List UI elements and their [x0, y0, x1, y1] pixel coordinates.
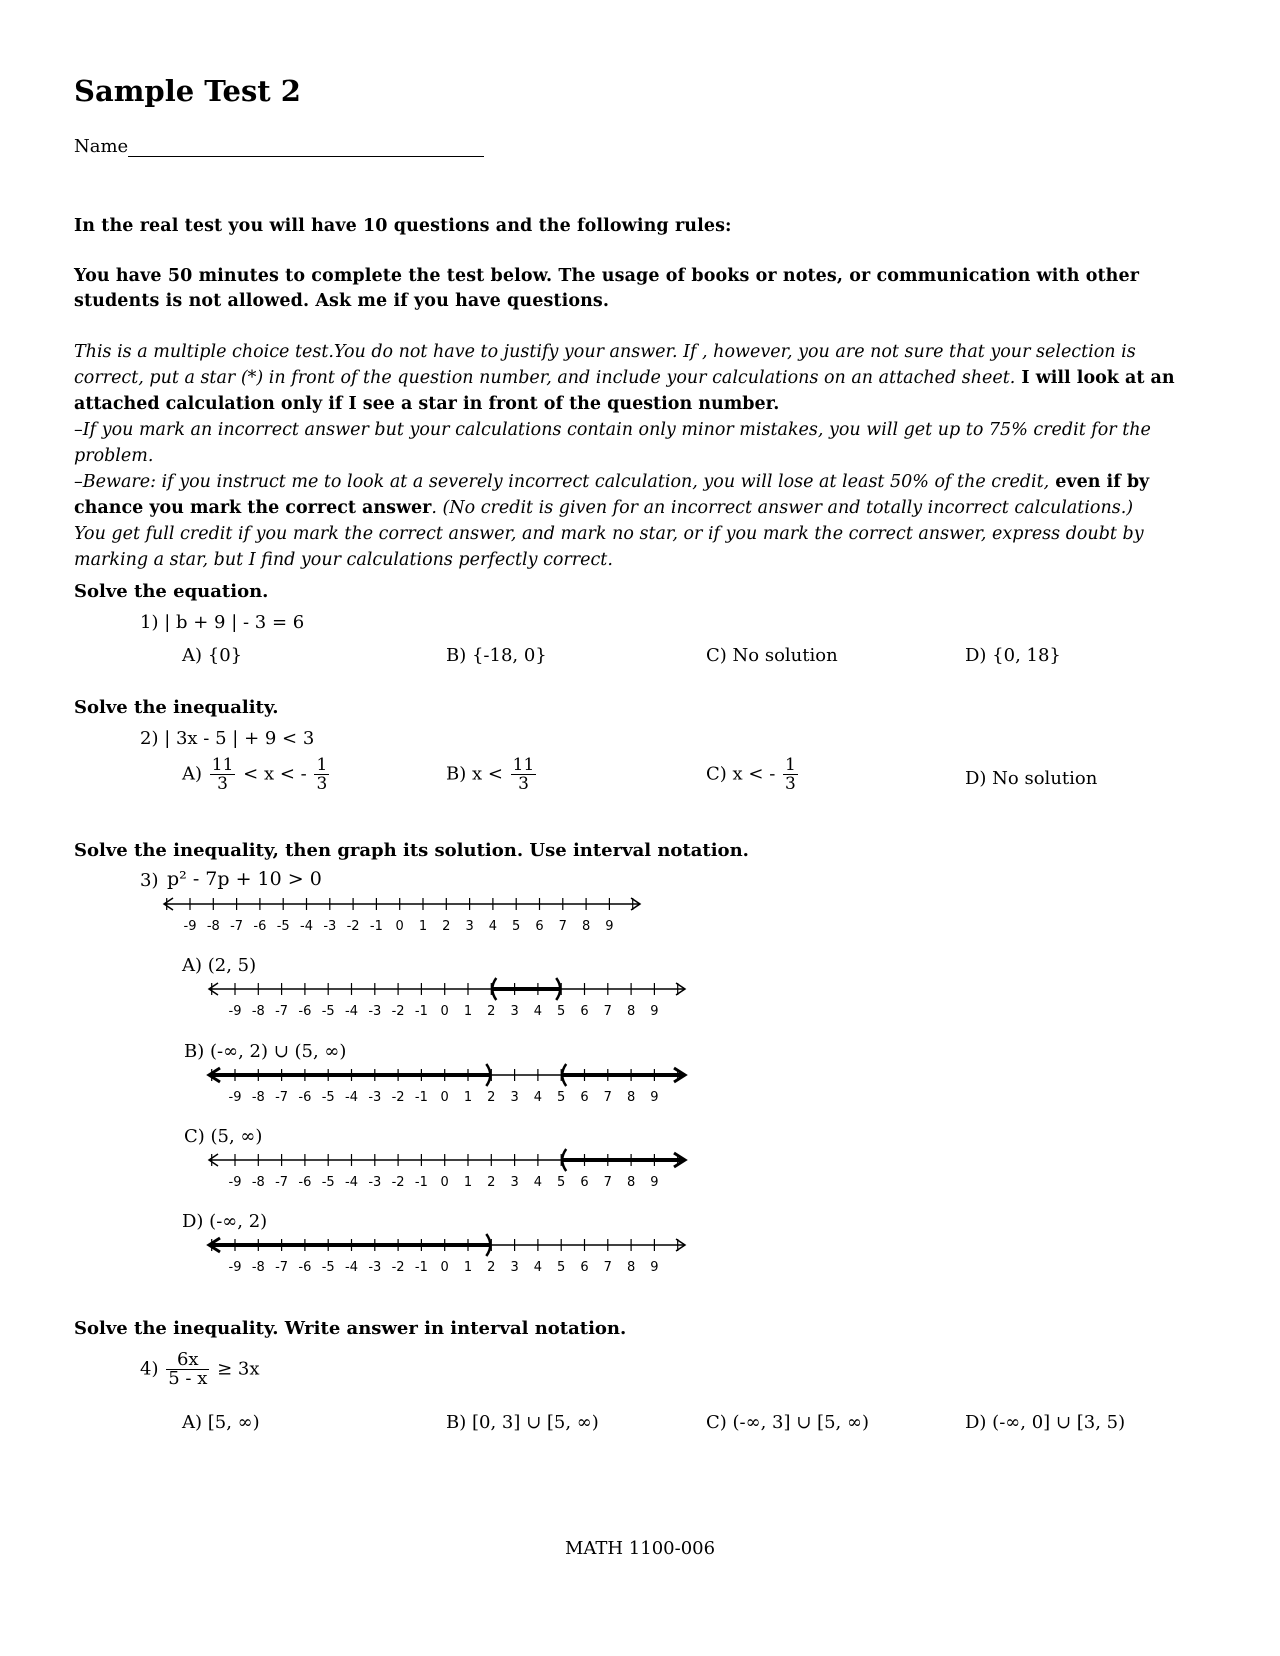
tick-label: -3: [368, 1175, 382, 1190]
tick-label: -5: [321, 1090, 335, 1105]
tick-label: 2: [487, 1260, 496, 1275]
q2-c-fraction: [783, 756, 798, 793]
tick-label: 5: [512, 919, 521, 934]
q3-choice-c-number-line: [205, 1148, 705, 1194]
tick-label: 4: [488, 919, 498, 934]
q3-choice-b-label: B) (-∞, 2) ∪ (5, ∞): [184, 1041, 347, 1062]
tick-label: -5: [276, 919, 290, 934]
tick-label: -4: [345, 1260, 358, 1275]
tick-label: 5: [557, 1090, 566, 1105]
tick-label: -2: [346, 919, 360, 934]
tick-label: 1: [418, 919, 428, 934]
tick-label: -6: [253, 919, 267, 934]
rules-p3-italic: –Beware: if you instruct me to look at a severely incorrect calculation, you will lose at least 50% of the credit,: [74, 472, 1050, 492]
tick-label: 3: [510, 1090, 519, 1105]
tick-label: 4: [533, 1260, 543, 1275]
tick-label: 0: [440, 1004, 449, 1019]
tick-label: -8: [251, 1175, 265, 1190]
q2-choice-d: D) No solution: [965, 768, 1098, 789]
tick-label: -2: [391, 1175, 405, 1190]
rules-block: [74, 339, 1194, 573]
tick-label: -3: [368, 1090, 382, 1105]
tick-label: 5: [557, 1004, 566, 1019]
tick-label: 1: [463, 1004, 473, 1019]
tick-label: -9: [183, 919, 197, 934]
q1-choice-b: B) {-18, 0}: [446, 645, 547, 666]
q2-a-frac2-den: 3: [316, 774, 328, 794]
tick-label: -7: [275, 1175, 289, 1190]
tick-label: 6: [580, 1090, 589, 1105]
tick-label: -8: [251, 1090, 265, 1105]
tick-label: -2: [391, 1260, 405, 1275]
q3-choice-d-number-line: [205, 1233, 705, 1279]
tick-label: 9: [650, 1090, 659, 1105]
q2-b-frac-num: 11: [512, 755, 535, 775]
tick-label: 2: [487, 1004, 496, 1019]
tick-label: 6: [580, 1175, 589, 1190]
tick-label: 8: [626, 1175, 636, 1190]
q4-number: 4): [140, 1358, 159, 1380]
tick-label: 8: [626, 1260, 636, 1275]
tick-label: 1: [463, 1175, 473, 1190]
q3-number: 3): [140, 870, 159, 891]
tick-label: 8: [581, 919, 591, 934]
tick-label: -9: [228, 1260, 242, 1275]
tick-label: 6: [535, 919, 544, 934]
q2-a-fraction-2: [314, 756, 329, 793]
q3-section: Solve the inequality, then graph its solution. Use interval notation.: [74, 840, 749, 861]
tick-label: 0: [440, 1090, 449, 1105]
q4-choice-d: D) (-∞, 0] ∪ [3, 5): [965, 1412, 1126, 1433]
tick-label: -3: [323, 919, 337, 934]
tick-label: 6: [580, 1004, 589, 1019]
tick-label: 8: [626, 1090, 636, 1105]
name-blank-line: [128, 156, 484, 157]
q3-choice-c-label: C) (5, ∞): [184, 1126, 263, 1147]
tick-label: 7: [603, 1175, 612, 1190]
tick-label: -6: [298, 1090, 312, 1105]
tick-label: 4: [533, 1004, 543, 1019]
tick-label: 6: [580, 1260, 589, 1275]
tick-label: 5: [557, 1260, 566, 1275]
tick-label: 9: [650, 1260, 659, 1275]
q2-b-prefix: B) x <: [446, 763, 503, 785]
q2-a-fraction-1: [210, 756, 236, 793]
tick-label: 7: [603, 1004, 612, 1019]
tick-label: -7: [230, 919, 244, 934]
tick-label: 3: [510, 1260, 519, 1275]
q1-question: 1) | b + 9 | - 3 = 6: [140, 612, 305, 633]
tick-label: -1: [414, 1175, 428, 1190]
tick-label: -5: [321, 1004, 335, 1019]
tick-label: 3: [465, 919, 474, 934]
tick-label: -1: [414, 1090, 428, 1105]
tick-label: -9: [228, 1090, 242, 1105]
q4-choice-a: A) [5, ∞): [182, 1412, 260, 1433]
q2-choice-b: [446, 756, 538, 793]
tick-label: -9: [228, 1175, 242, 1190]
tick-label: -6: [298, 1260, 312, 1275]
q2-a-frac2-num: 1: [316, 755, 328, 775]
tick-label: -7: [275, 1260, 289, 1275]
q4-question: [140, 1351, 260, 1388]
tick-label: -1: [414, 1260, 428, 1275]
tick-label: 9: [650, 1004, 659, 1019]
tick-label: -4: [345, 1004, 358, 1019]
page-title: Sample Test 2: [74, 74, 301, 108]
rules-p3-tail: . (No credit is given for an incorrect answer and totally incorrect calculations.): [431, 498, 1134, 518]
tick-label: 0: [440, 1260, 449, 1275]
q2-b-fraction: [511, 756, 537, 793]
tick-label: -4: [345, 1090, 358, 1105]
tick-label: 3: [510, 1004, 519, 1019]
q2-question: 2) | 3x - 5 | + 9 < 3: [140, 728, 315, 749]
q3-choice-d-label: D) (-∞, 2): [182, 1211, 268, 1232]
q4-frac-den: 5 - x: [168, 1368, 208, 1389]
q1-choice-d: D) {0, 18}: [965, 645, 1061, 666]
tick-label: -6: [298, 1004, 312, 1019]
tick-label: 9: [650, 1175, 659, 1190]
tick-label: -4: [300, 919, 313, 934]
q2-a-frac1-num: 11: [211, 755, 234, 775]
q4-rhs: ≥ 3x: [217, 1358, 260, 1380]
tick-label: 4: [533, 1175, 543, 1190]
tick-label: -6: [298, 1175, 312, 1190]
name-label: Name: [74, 136, 129, 157]
q3-choice-a-label: A) (2, 5): [182, 955, 257, 976]
tick-label: -5: [321, 1175, 335, 1190]
q2-a-frac1-den: 3: [217, 774, 228, 794]
tick-label: -9: [228, 1004, 242, 1019]
tick-label: -2: [391, 1004, 405, 1019]
tick-label: 0: [440, 1175, 449, 1190]
tick-label: -3: [368, 1260, 382, 1275]
q2-choice-a: [182, 756, 331, 793]
tick-label: -1: [414, 1004, 428, 1019]
tick-label: -7: [275, 1004, 289, 1019]
q4-frac-num: 6x: [166, 1351, 209, 1370]
q1-choice-c: C) No solution: [706, 645, 838, 666]
tick-label: -8: [206, 919, 220, 934]
tick-label: 2: [487, 1175, 496, 1190]
q4-section: Solve the inequality. Write answer in interval notation.: [74, 1318, 627, 1339]
q1-choice-a: A) {0}: [182, 645, 243, 666]
q3-choice-b-number-line: [205, 1063, 705, 1109]
rules-p1-italic: This is a multiple choice test.You do not have to justify your answer. If , however, you are not sure that your selection is correct, put a star (*) in front of the question number, and include your calculations on an attached sheet.: [74, 342, 1136, 388]
q2-c-frac-den: 3: [785, 774, 796, 794]
q3-choice-a-number-line: [205, 977, 705, 1023]
q2-b-frac-den: 3: [518, 774, 529, 794]
q4-choice-c: C) (-∞, 3] ∪ [5, ∞): [706, 1412, 869, 1433]
q2-c-prefix: C) x < -: [706, 763, 776, 785]
tick-label: 7: [558, 919, 567, 934]
rules-intro: In the real test you will have 10 questions and the following rules:: [74, 216, 732, 236]
q2-choice-c: [706, 756, 800, 793]
tick-label: -8: [251, 1004, 265, 1019]
tick-label: -2: [391, 1090, 405, 1105]
tick-label: -8: [251, 1260, 265, 1275]
tick-label: -7: [275, 1090, 289, 1105]
tick-label: 8: [626, 1004, 636, 1019]
q3-question: p² - 7p + 10 > 0: [167, 868, 322, 890]
tick-label: 0: [395, 919, 404, 934]
tick-label: 5: [557, 1175, 566, 1190]
tick-label: 2: [442, 919, 451, 934]
q2-a-mid: < x < -: [243, 763, 307, 785]
tick-label: 7: [603, 1090, 612, 1105]
tick-label: -1: [369, 919, 383, 934]
q3-number-line: [160, 892, 660, 938]
tick-label: 9: [605, 919, 614, 934]
tick-label: 2: [487, 1090, 496, 1105]
tick-label: 7: [603, 1260, 612, 1275]
q2-section: Solve the inequality.: [74, 697, 279, 718]
rules-p2: –If you mark an incorrect answer but your calculations contain only minor mistakes, you will get up to 75% credit for the problem.: [74, 420, 1151, 466]
q2-c-frac-num: 1: [785, 755, 796, 775]
rules-p4: You get full credit if you mark the correct answer, and mark no star, or if you mark the correct answer, express doubt by marking a star, but I find your calculations perfectly correct.: [74, 524, 1144, 570]
tick-label: -4: [345, 1175, 358, 1190]
q4-fraction: [166, 1351, 209, 1388]
tick-label: 4: [533, 1090, 543, 1105]
tick-label: -5: [321, 1260, 335, 1275]
rules-time: You have 50 minutes to complete the test below. The usage of books or notes, or communication with other students is not allowed. Ask me if you have questions.: [74, 266, 1140, 311]
q1-section: Solve the equation.: [74, 581, 269, 602]
footer-course: MATH 1100-006: [564, 1538, 716, 1559]
rules-p3-bold: even if by chance you mark the correct answer: [74, 472, 1150, 518]
tick-label: 1: [463, 1090, 473, 1105]
tick-label: 1: [463, 1260, 473, 1275]
tick-label: -3: [368, 1004, 382, 1019]
q2-a-prefix: A): [182, 763, 203, 785]
q4-choice-b: B) [0, 3] ∪ [5, ∞): [446, 1412, 599, 1433]
rules-p1-bold: I will look at an attached calculation only if I see a star in front of the question number.: [74, 368, 1175, 414]
tick-label: 3: [510, 1175, 519, 1190]
